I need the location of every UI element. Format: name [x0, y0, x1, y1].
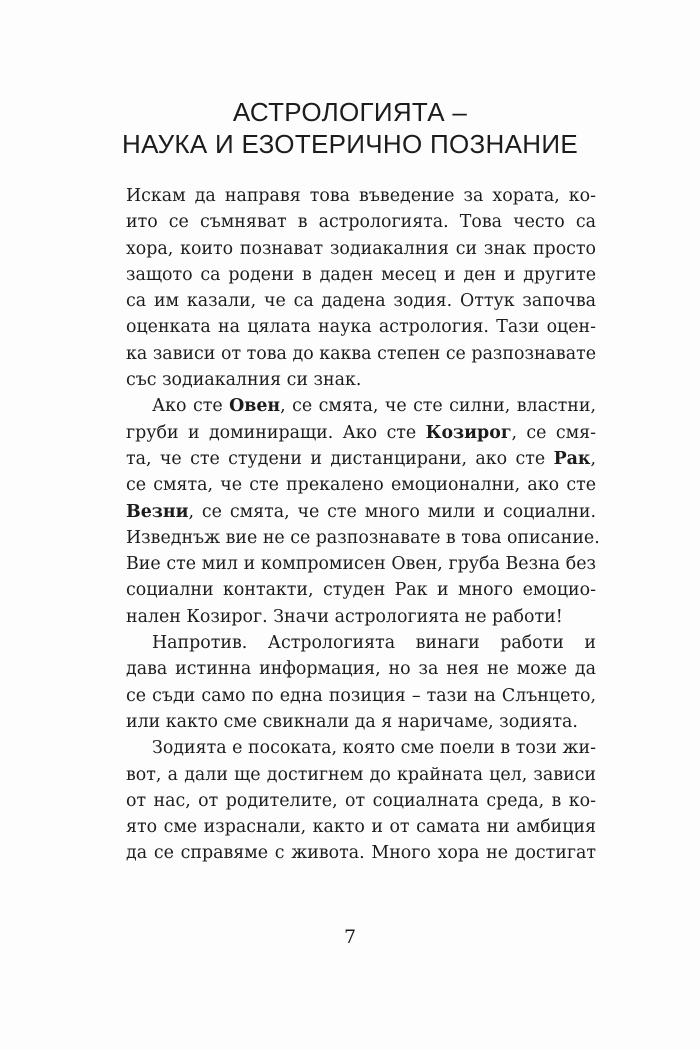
text-line: Вие сте мил и компромисен Овен, груба Везна без	[126, 554, 596, 575]
page-number: 7	[343, 926, 357, 948]
text-line: са им казали, че са дадена зодия. Оттук започва	[126, 291, 596, 312]
text-line: Зодията е посоката, която сме поели в този жи-	[152, 738, 596, 759]
text-line: от нас, от родителите, от социалната среда, в ко-	[126, 790, 596, 811]
text-line: Напротив. Астрологията винаги работи и	[152, 633, 596, 654]
text-line: ито се съмняват в астрологията. Това често са	[126, 212, 596, 233]
text-run: груби и доминиращи. Ако сте	[126, 422, 426, 443]
zodiac-sign-aries: Овен	[229, 396, 281, 417]
chapter-title	[0, 96, 700, 160]
text-line	[126, 420, 596, 446]
text-run: ,	[590, 448, 596, 469]
chapter-title-line-2: НАУКА И ЕЗОТЕРИЧНО ПОЗНАНИЕ	[122, 129, 578, 159]
text-line	[126, 393, 596, 419]
text-line: оценката на цялата наука астрология. Тази оцен-	[126, 317, 596, 338]
text-line: се съди само по една позиция – тази на Слънцето,	[126, 685, 596, 706]
text-run: , се смя-	[511, 422, 596, 443]
text-line: дава истинна информация, но за нея не може да	[126, 659, 596, 680]
text-line: защото са родени в даден месец и ден и другите	[126, 264, 596, 285]
text-line: хора, които познават зодиакалния си знак просто	[126, 238, 596, 259]
text-run: та, че сте студени и дистанцирани, ако сте	[126, 448, 554, 469]
zodiac-sign-cancer: Рак	[553, 448, 591, 469]
text-line: да се справяме с живота. Много хора не достигат	[126, 843, 596, 864]
text-line: Искам да направя това въведение за хората, ко-	[126, 186, 596, 206]
text-line: Изведнъж вие не се разпознавате в това описание.	[126, 527, 600, 548]
text-line: вот, а дали ще достигнем до крайната цел, зависи	[126, 764, 596, 785]
text-line: социални контакти, студен Рак и много емоцио-	[126, 580, 596, 601]
zodiac-sign-capricorn: Козирог	[425, 422, 512, 443]
text-run: Ако сте	[152, 396, 230, 417]
text-run: , се смята, че сте много мили и социални.	[188, 501, 596, 522]
text-line: ято сме израснали, както и от самата ни амбиция	[126, 817, 596, 838]
zodiac-sign-libra: Везни	[126, 501, 189, 522]
text-line: или както сме свикнали да я наричаме, зодията.	[126, 711, 578, 732]
text-line: нален Козирог. Значи астрологията не работи!	[126, 606, 563, 627]
text-line: се смята, че сте прекалено емоционални, ако сте	[126, 475, 596, 496]
text-line	[126, 446, 596, 472]
chapter-title-line-1: АСТРОЛОГИЯТА –	[232, 97, 468, 127]
text-line	[126, 499, 596, 525]
text-line: със зодиакалния си знак.	[126, 370, 362, 391]
body-text	[126, 183, 600, 867]
text-run: , се смята, че сте силни, властни,	[280, 396, 597, 417]
text-line: ка зависи от това до каква степен се разпознавате	[126, 343, 596, 364]
